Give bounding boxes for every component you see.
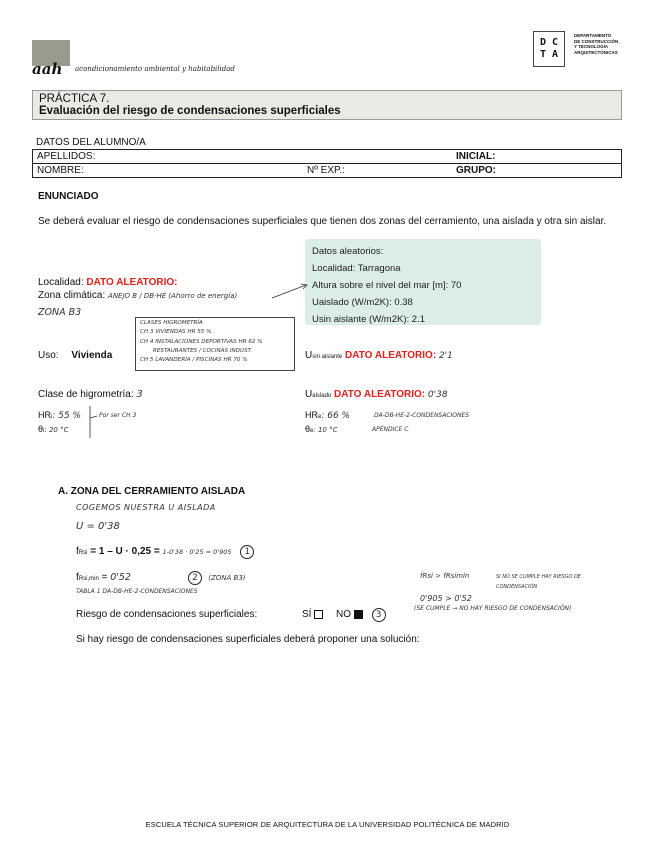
solution-text: Si hay riesgo de condensaciones superficiales deberá proponer una solución: [76,634,420,645]
step-3-marker: 3 [372,608,386,622]
section-a-note: COGEMOS NUESTRA U AISLADA [76,503,216,512]
hygro-line: CLASES HIGROMETRÍA [140,320,203,326]
random-altitud: Altura sobre el nivel del mar [m]: 70 [312,280,462,291]
department-name [574,33,644,55]
right-condition: fRsi > fRsimin [420,572,470,580]
dept-line: DEPARTAMENTO [574,33,612,38]
frsimin-handwritten: 0'52 [110,572,131,583]
hri-label: HR [38,410,51,420]
inicial-label: INICIAL: [456,151,496,162]
dato-aleatorio: DATO ALEATORIO: [86,277,178,288]
the-label: θ [305,424,311,434]
hygro-line: CH 3 VIVIENDAS HR 55 % [140,329,212,336]
frsimin-label: f [76,572,79,583]
hygro-line: CH 4 INSTALACIONES DEPORTIVAS HR 62 % [140,338,263,345]
hre-sub: e [318,414,322,420]
frsi-handwritten: 1-0'38 · 0'25 = 0'905 [162,548,232,556]
random-uaislado: Uaislado (W/m2K): 0.38 [312,297,413,308]
the-sub: e [310,428,314,434]
frsi-sub: Rsi [78,550,88,556]
localidad-field [38,277,177,288]
grupo-label: GRUPO: [456,165,496,176]
practice-number: PRÁCTICA 7. [39,93,110,105]
zona-value: ZONA B3 [38,307,82,318]
uso-label: Uso: [38,350,59,361]
zona-field [38,290,237,301]
student-header: DATOS DEL ALUMNO/A [36,137,146,148]
zona-label: Zona climática: [38,290,106,301]
zona-handwritten: ANEJO B / DB-HE (Ahorro de energía) [108,292,238,300]
uaislado-dato-aleatorio: DATO ALEATORIO: [334,389,426,400]
no-label: NO [336,609,352,620]
usin-handwritten: 2'1 [438,351,453,361]
random-data-box [305,239,541,325]
si-label: SÍ [302,609,312,620]
student-data-table [32,136,622,178]
si-checkbox[interactable] [314,610,323,619]
random-localidad: Localidad: Tarragona [312,263,401,274]
the-field [305,424,337,434]
thi-value: : 20 °C [44,426,69,434]
hre-field [305,410,350,421]
the-value: : 10 °C [313,426,338,434]
dcta-line2: T A [539,49,559,60]
hre-value: : 66 % [321,411,351,421]
random-usin: Usin aislante (W/m2K): 2.1 [312,314,425,325]
step-1-marker: 1 [240,545,254,559]
section-a-heading: A. ZONA DEL CERRAMIENTO AISLADA [58,486,246,497]
hre-note: DA-DB-HE-2-CONDENSACIONES [374,412,470,419]
frsimin-line [76,572,131,583]
zona-ref [188,571,246,585]
brace-icon [86,404,100,440]
hygro-line: RESTAURANTES / COCINAS INDUST. [153,347,253,354]
u-value: U = 0'38 [76,521,120,532]
risk-line [76,609,257,620]
hri-note: Por ser CH 3 [99,412,137,419]
thi-sub: i [43,428,45,434]
risk-note: (SE CUMPLE → NO HAY RIESGO DE CONDENSACIÓN) [414,605,572,612]
hri-value: : 55 % [52,411,82,421]
uso-field [38,350,112,361]
clase-field [38,389,143,400]
uaislado-label: U [305,389,313,400]
random-data-title: Datos aleatorios: [312,246,384,257]
uaislado-sub: aislado [312,393,332,399]
statement-heading: ENUNCIADO [38,191,99,202]
nombre-label: NOMBRE: [37,165,84,176]
clase-label: Clase de higrometría: [38,389,134,400]
arrow-icon [270,282,310,302]
dept-line: Y TECNOLOGÍA [574,44,609,50]
frsi-label: f [76,546,79,557]
uso-value: Vivienda [71,350,113,361]
nexp-label: Nº EXP.: [307,165,345,176]
usin-field [305,350,453,361]
footer: ESCUELA TÉCNICA SUPERIOR DE ARQUITECTURA DE LA UNIVERSIDAD POLITÉCNICA DE MADRID [145,820,510,829]
hri-field [38,410,81,421]
step-2-marker: 2 [188,571,202,585]
tabla-note: TABLA 1 DA-DB-HE-2-CONDENSACIONES [76,588,198,595]
practice-title-box [32,90,622,120]
dept-line: DE CONSTRUCCIÓN [574,38,619,44]
localidad-label: Localidad: [38,277,84,288]
logo-text: aah [32,60,63,78]
no-checkbox[interactable] [354,610,363,619]
practice-subtitle: Evaluación del riesgo de condensaciones superficiales [39,105,341,117]
hygro-line: CH 5 LAVANDERÍA / PISCINAS HR 70 % [140,357,248,364]
risk-label: Riesgo de condensaciones superficiales: [76,609,258,620]
the-note: APÉNDICE C [372,426,409,433]
thi-field [38,424,68,434]
logo-subtitle: acondicionamiento ambiental y habitabilidad [75,65,235,73]
usin-label: U [305,350,313,361]
hygrometry-classes [140,319,263,365]
hre-label: HR [305,410,318,420]
dcta-line1: D C [539,37,559,48]
hri-sub: i [51,414,53,420]
frsimin-eq: = [98,572,108,583]
student-header-row [32,136,622,150]
frsimin-sub: Rsi,min [78,576,99,582]
thi-label: θ [38,424,44,434]
frsi-line [76,545,254,559]
comparison: 0'905 > 0'52 [420,594,472,603]
clase-value: 3 [136,389,143,400]
uaislado-field [305,389,448,400]
dept-line: ARQUITECTÓNICAS [574,49,618,55]
dcta-logo [533,31,565,67]
apellidos-row[interactable] [32,150,622,164]
zona-paren: (ZONA B3) [208,574,246,582]
right-note: SI NO SE CUMPLE HAY RIESGO DE CONDENSACIÓN [496,574,581,590]
usin-dato-aleatorio: DATO ALEATORIO: [345,350,437,361]
uaislado-handwritten: 0'38 [427,390,448,400]
frsi-formula: = 1 – U · 0,25 = [87,546,160,557]
risk-options [302,608,386,622]
usin-sub: sin aislante [312,354,343,360]
nombre-row[interactable] [32,164,622,178]
apellidos-label: APELLIDOS: [37,151,96,162]
statement-text: Se deberá evaluar el riesgo de condensaciones superficiales que tienen dos zonas del cerramiento, una aislada y otra sin aislar. [38,216,607,227]
